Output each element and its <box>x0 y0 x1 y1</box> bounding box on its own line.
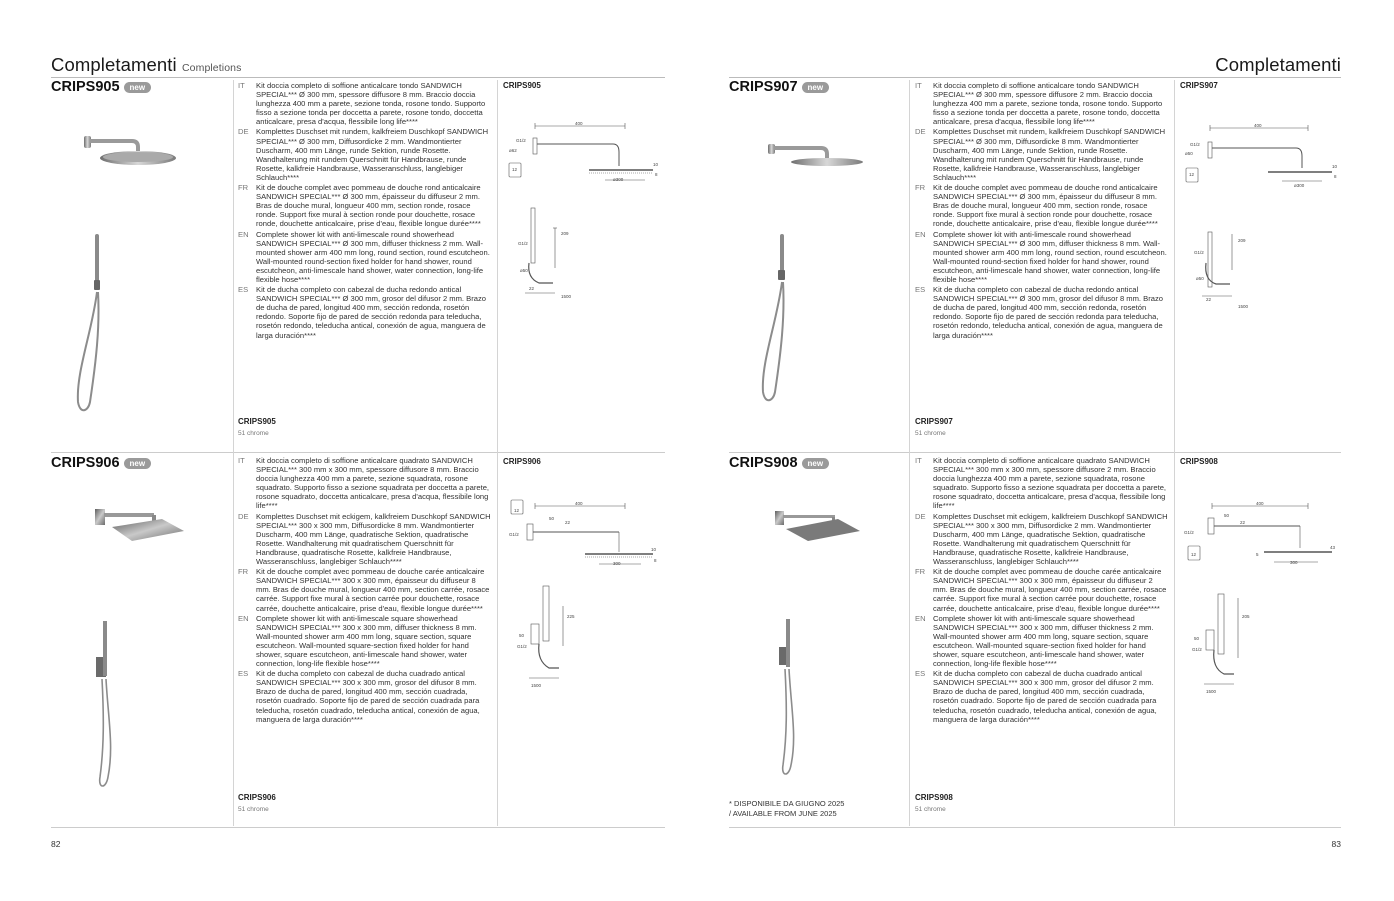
svg-text:ø50: ø50 <box>1196 276 1204 281</box>
svg-text:1500: 1500 <box>1238 304 1249 309</box>
svg-text:G1/2: G1/2 <box>518 241 528 246</box>
drawing-title: CRIPS908 <box>1180 457 1218 466</box>
svg-text:12: 12 <box>514 508 520 513</box>
svg-text:ø300: ø300 <box>613 177 624 182</box>
hand-shower-image <box>755 232 805 407</box>
svg-text:ø50: ø50 <box>520 268 528 273</box>
svg-text:ø300: ø300 <box>1294 183 1305 188</box>
svg-text:1500: 1500 <box>1206 689 1217 694</box>
svg-text:300: 300 <box>1290 560 1298 565</box>
svg-text:209: 209 <box>561 231 569 236</box>
svg-text:50: 50 <box>1224 513 1230 518</box>
page-header <box>51 54 241 76</box>
svg-text:1500: 1500 <box>561 294 572 299</box>
svg-text:G1/2: G1/2 <box>1194 250 1204 255</box>
square-showerhead-image <box>772 497 872 547</box>
svg-text:400: 400 <box>575 121 583 126</box>
svg-text:50: 50 <box>1194 636 1200 641</box>
section-divider <box>51 452 665 453</box>
header-divider <box>729 77 1341 78</box>
product-description: IT Kit doccia completo di soffione anticalcare tondo SANDWICH SPECIAL*** Ø 300 mm, spessore diffusore 8 mm. Braccio doccia lunghezza 400 mm a parete, sezione tonda, rosone tondo. Supporto fisso a sezione tonda per doccetta a parete, rosone tondo, doccetta anticalcare, presa d'acqua, flessibile long life**** DE Komplettes Duschset mit rundem, kalkfreiem Duschkopf SANDWICH SPECIAL*** Ø 300 mm, Diffusordicke 2 mm. Wandmontierter Duscharm, 400 mm Länge, runde Sektion, runde Rosette. Wandhalterung mit rundem Querschnitt für Handbrause, runde Rosette, kalkfreie Handbrause, Wasseranschluss, langlebiger Schlauch**** FR Kit de douche complet avec pommeau de douche rond anticalcaire SANDWICH SPECIAL*** Ø 300 mm, épaisseur du diffuseur 2 mm. Bras de douche mural, longueur 400 mm, section ronde, rosace ronde. Support fixe mural à section ronde pour douchette, rosace ronde, douchette anticalcaire, prise d'eau, flexible longue durée**** EN Complete shower kit with anti-limescale round showerhead SANDWICH SPECIAL*** Ø 300 mm, diffuser thickness 2 mm. Wall-mounted shower arm 400 mm long, round section, round escutcheon. Wall-mounted round-section fixed holder for hand shower, round escutcheon, anti-limescale hand shower, water connection, long-life flexible hose**** ES Kit de ducha completo con cabezal de ducha redondo antical SANDWICH SPECIAL*** Ø 300 mm, grosor del difusor 2 mm. Brazo de ducha de pared, longitud 400 mm, sección redonda, rosetón redondo. Soporte fijo de pared de sección redonda para teleducha, rosetón redondo, teleducha antical, conexión de agua, manguera de larga duración**** <box>238 81 490 340</box>
page-number: 82 <box>51 839 61 849</box>
header-divider <box>51 77 665 78</box>
svg-text:G1/2: G1/2 <box>509 532 519 537</box>
column-divider <box>497 80 498 826</box>
svg-text:G1/2: G1/2 <box>1184 530 1194 535</box>
footer-code: CRIPS907 <box>915 417 953 426</box>
page-number: 83 <box>1331 839 1341 849</box>
svg-text:1500: 1500 <box>531 683 542 688</box>
svg-text:8: 8 <box>655 172 658 177</box>
technical-drawing <box>505 118 665 308</box>
right-page <box>697 0 1394 901</box>
svg-text:300: 300 <box>613 561 621 566</box>
product-description: IT Kit doccia completo di soffione anticalcare tondo SANDWICH SPECIAL*** Ø 300 mm, spessore diffusore 2 mm. Braccio doccia lunghezza 400 mm a parete, sezione tonda, rosone tondo. Supporto fisso a sezione tonda per doccetta a parete, rosone tondo, doccetta anticalcare, presa d'acqua, flessibile long life**** DE Komplettes Duschset mit rundem, kalkfreiem Duschkopf SANDWICH SPECIAL*** Ø 300 mm, Diffusordicke 8 mm. Wandmontierter Duscharm, 400 mm Länge, runde Sektion, runde Rosette. Wandhalterung mit rundem Querschnitt für Handbrause, runde Rosette, kalkfreie Handbrause, Wasseranschluss, langlebiger Schlauch**** FR Kit de douche complet avec pommeau de douche rond anticalcaire SANDWICH SPECIAL*** Ø 300 mm, épaisseur du diffuseur 8 mm. Bras de douche mural, longueur 400 mm, section ronde, rosace ronde. Support fixe mural à section ronde pour douchette, rosace ronde, douchette anticalcaire, prise d'eau, flexible longue durée**** EN Complete shower kit with anti-limescale round showerhead SANDWICH SPECIAL*** Ø 300 mm, diffuser thickness 8 mm. Wall-mounted shower arm 400 mm long, round section, round escutcheon. Wall-mounted round-section fixed holder for hand shower, round escutcheon, anti-limescale hand shower, water connection, long-life flexible hose**** ES Kit de ducha completo con cabezal de ducha redondo antical SANDWICH SPECIAL*** Ø 300 mm, grosor del difusor 8 mm. Brazo de ducha de pared, longitud 400 mm, sección redonda, rosetón redondo. Soporte fijo de pared de sección redonda para teleducha, rosetón redondo, teleducha antical, conexión de agua, manguera de larga duración**** <box>915 81 1167 340</box>
svg-text:225: 225 <box>567 614 575 619</box>
svg-text:8: 8 <box>654 558 657 563</box>
svg-text:209: 209 <box>1238 238 1246 243</box>
hand-shower-image <box>90 617 130 797</box>
svg-text:50: 50 <box>519 633 525 638</box>
svg-text:22: 22 <box>565 520 571 525</box>
svg-text:12: 12 <box>1191 552 1197 557</box>
footer-finish: 51 chrome <box>915 806 946 813</box>
svg-text:G1/2: G1/2 <box>1192 647 1202 652</box>
page-title: Completamenti <box>1215 54 1341 75</box>
product-code: CRIPS906 new <box>51 455 151 471</box>
technical-drawing <box>505 496 665 691</box>
page-subtitle: Completions <box>181 62 242 74</box>
svg-text:43: 43 <box>1330 545 1336 550</box>
footer-code: CRIPS908 <box>915 793 953 802</box>
round-showerhead-image <box>80 125 180 175</box>
svg-text:22: 22 <box>529 286 535 291</box>
drawing-title: CRIPS907 <box>1180 81 1218 90</box>
column-divider <box>1174 80 1175 826</box>
svg-text:400: 400 <box>1254 123 1262 128</box>
new-badge: new <box>802 82 830 93</box>
drawing-title: CRIPS905 <box>503 81 541 90</box>
footer-finish: 51 chrome <box>915 430 946 437</box>
footer-finish: 51 chrome <box>238 806 269 813</box>
product-code: CRIPS905 new <box>51 79 151 95</box>
footer-code: CRIPS905 <box>238 417 276 426</box>
footer-finish: 51 chrome <box>238 430 269 437</box>
svg-text:8: 8 <box>1334 174 1337 179</box>
svg-text:12: 12 <box>512 167 518 172</box>
svg-text:5: 5 <box>1256 552 1259 557</box>
svg-text:10: 10 <box>653 162 659 167</box>
svg-text:12: 12 <box>1189 172 1195 177</box>
page-title: Completamenti <box>51 54 177 75</box>
new-badge: new <box>124 458 152 469</box>
section-divider <box>729 452 1341 453</box>
svg-text:22: 22 <box>1206 297 1212 302</box>
svg-text:10: 10 <box>1332 164 1338 169</box>
new-badge: new <box>802 458 830 469</box>
svg-text:ø50: ø50 <box>1185 151 1193 156</box>
svg-text:G1/2: G1/2 <box>516 138 526 143</box>
new-badge: new <box>124 82 152 93</box>
availability-note: * DISPONIBILE DA GIUGNO 2025 / AVAILABLE FROM JUNE 2025 <box>729 799 845 818</box>
svg-text:50: 50 <box>549 516 555 521</box>
svg-text:205: 205 <box>1242 614 1250 619</box>
product-code: CRIPS908 new <box>729 455 829 471</box>
square-showerhead-image <box>92 495 192 545</box>
svg-text:22: 22 <box>1240 520 1246 525</box>
svg-text:400: 400 <box>575 501 583 506</box>
product-description: IT Kit doccia completo di soffione anticalcare quadrato SANDWICH SPECIAL*** 300 mm x 300 mm, spessore diffusore 2 mm. Braccio doccia lunghezza 400 mm a parete, sezione squadrata, rosone squadrato. Supporto fisso a sezione squadrata per doccetta a parete, rosone squadrato, doccetta anticalcare, presa d'acqua, flessibile long life**** DE Komplettes Duschset mit eckigem, kalkfreiem Duschkopf SANDWICH SPECIAL*** 300 x 300 mm, Diffusordicke 2 mm. Wandmontierter Duscharm, 400 mm Länge, quadratische Sektion, quadratische Rosette. Wandhalterung mit quadratischem Querschnitt für Handbrause, quadratische Rosette, kalkfreie Handbrause, Wasseranschluss, langlebiger Schlauch**** FR Kit de douche complet avec pommeau de douche carée anticalcaire SANDWICH SPECIAL*** 300 x 300 mm, épaisseur du diffuseur 2 mm. Bras de douche mural, longueur 400 mm, section carrée, rosace carrée. Support fixe mural à section carrée pour douchette, rosace carrée, douchette anticalcaire, prise d'eau, flexible longue durée**** EN Complete shower kit with anti-limescale square showerhead SANDWICH SPECIAL*** 300 x 300 mm, diffuser thickness 2 mm. Wall-mounted shower arm 400 mm long, square section, square escutcheon. Wall-mounted square-section fixed holder for hand shower, square escutcheon, anti-limescale hand shower, water connection, long-life flexible hose**** ES Kit de ducha completo con cabezal de ducha cuadrado antical SANDWICH SPECIAL*** 300 x 300 mm, grosor del difusor 2 mm. Brazo de ducha de pared, longitud 400 mm, sección cuadrada, rosetón cuadrado. Soporte fijo de pared de sección cuadrada para teleducha, rosetón cuadrado, teleducha antical, conexión de agua, manguera de larga duración**** <box>915 456 1168 724</box>
column-divider <box>909 80 910 826</box>
product-code: CRIPS907 new <box>729 79 829 95</box>
hand-shower-image <box>773 617 813 782</box>
product-description: IT Kit doccia completo di soffione anticalcare quadrato SANDWICH SPECIAL*** 300 mm x 300 mm, spessore diffusore 8 mm. Braccio doccia lunghezza 400 mm a parete, sezione squadrata, rosone squadrato. Supporto fisso a sezione squadrata per doccetta a parete, rosone squadrato, doccetta anticalcare, presa d'acqua, flessibile long life**** DE Komplettes Duschset mit eckigem, kalkfreiem Duschkopf SANDWICH SPECIAL*** 300 x 300 mm, Diffusordicke 8 mm. Wandmontierter Duscharm, 400 mm Länge, quadratische Sektion, quadratische Rosette. Wandhalterung mit quadratischem Querschnitt für Handbrause, quadratische Rosette, kalkfreie Handbrause, Wasseranschluss, langlebiger Schlauch**** FR Kit de douche complet avec pommeau de douche carée anticalcaire SANDWICH SPECIAL*** 300 x 300 mm, épaisseur du diffuseur 8 mm. Bras de douche mural, longueur 400 mm, section carrée, rosace carrée. Support fixe mural à section carrée pour douchette, rosace carrée, douchette anticalcaire, prise d'eau, flexible longue durée**** EN Complete shower kit with anti-limescale square showerhead SANDWICH SPECIAL*** 300 x 300 mm, diffuser thickness 8 mm. Wall-mounted shower arm 400 mm long, square section, square escutcheon. Wall-mounted square-section fixed holder for hand shower, square escutcheon, anti-limescale hand shower, water connection, long-life flexible hose**** ES Kit de ducha completo con cabezal de ducha cuadrado antical SANDWICH SPECIAL*** 300 x 300 mm, grosor del difusor 8 mm. Brazo de ducha de pared, longitud 400 mm, sección cuadrada, rosetón cuadrado. Soporte fijo de pared de sección cuadrada para teleducha, rosetón cuadrado, teleducha antical, conexión de agua, manguera de larga duración**** <box>238 456 491 724</box>
column-divider <box>233 80 234 826</box>
footer-code: CRIPS906 <box>238 793 276 802</box>
svg-text:G1/2: G1/2 <box>517 644 527 649</box>
technical-drawing <box>1182 118 1342 313</box>
drawing-title: CRIPS906 <box>503 457 541 466</box>
svg-text:G1/2: G1/2 <box>1190 142 1200 147</box>
svg-text:ø62: ø62 <box>509 148 517 153</box>
round-showerhead-image <box>765 132 865 172</box>
svg-text:10: 10 <box>651 547 657 552</box>
technical-drawing <box>1182 498 1342 698</box>
hand-shower-image <box>70 232 120 417</box>
svg-text:400: 400 <box>1256 501 1264 506</box>
section-divider <box>729 827 1341 828</box>
section-divider <box>51 827 665 828</box>
